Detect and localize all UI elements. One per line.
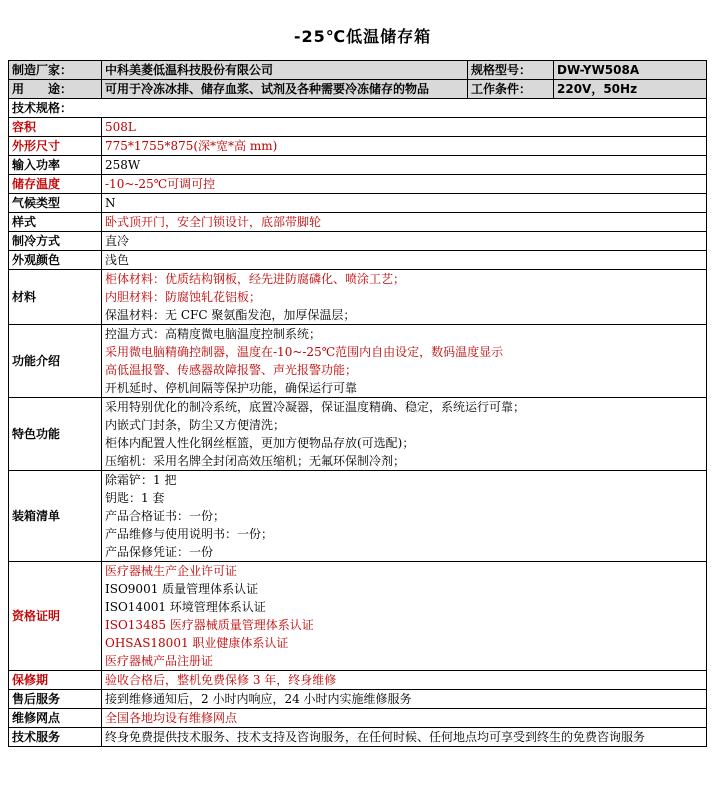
spec-row-value	[102, 709, 707, 728]
spec-value-line: 产品合格证书：一份；	[105, 509, 226, 523]
spec-value-line: 开机延时、停机间隔等保护功能，确保运行可靠	[105, 381, 358, 395]
spec-row-value	[102, 137, 707, 156]
spec-value-line: 508L	[105, 120, 136, 134]
spec-row-label: 特色功能	[9, 398, 102, 471]
spec-row-label: 外观颜色	[9, 251, 102, 270]
spec-value-line: 保温材料：无 CFC 聚氨酯发泡，加厚保温层；	[105, 308, 356, 322]
spec-row-value	[102, 232, 707, 251]
spec-row-value	[102, 251, 707, 270]
spec-value-line: 直冷	[105, 234, 130, 248]
spec-row-label: 技术服务	[9, 728, 102, 747]
maker-value: 中科美菱低温科技股份有限公司	[102, 61, 468, 80]
spec-row-label: 储存温度	[9, 175, 102, 194]
spec-value-line: 内胆材料：防腐蚀轧花铝板；	[105, 290, 262, 304]
spec-row	[9, 137, 707, 156]
header-row-maker	[9, 61, 707, 80]
document-title: -25℃低温储存箱	[293, 27, 432, 46]
spec-row-label: 材料	[9, 270, 102, 325]
spec-value-line: 医疗器械生产企业许可证	[105, 564, 238, 578]
use-value: 可用于冷冻冰排、储存血浆、试剂及各种需要冷冻储存的物品	[102, 80, 468, 99]
spec-row-value	[102, 270, 707, 325]
spec-value-line: 钥匙：1 套	[105, 491, 165, 505]
spec-value-line: 采用特别优化的制冷系统，底置冷凝器，保证温度精确、稳定，系统运行可靠；	[105, 400, 526, 414]
spec-row-value	[102, 156, 707, 175]
spec-row-value	[102, 671, 707, 690]
spec-value-line: 产品保修凭证：一份	[105, 545, 214, 559]
spec-table	[8, 60, 707, 747]
spec-row	[9, 325, 707, 398]
spec-value-line: OHSAS18001 职业健康体系认证	[105, 636, 289, 650]
spec-row-label: 装箱清单	[9, 471, 102, 562]
work-value: 220V，50Hz	[554, 80, 707, 99]
spec-row	[9, 213, 707, 232]
spec-row-value	[102, 562, 707, 671]
spec-value-line: ISO14001 环境管理体系认证	[105, 600, 266, 614]
spec-row	[9, 232, 707, 251]
spec-value-line: 柜体内配置人性化钢丝框篮，更加方便物品存放(可选配)；	[105, 436, 415, 450]
spec-row-value	[102, 118, 707, 137]
spec-row	[9, 728, 707, 747]
spec-row-label: 维修网点	[9, 709, 102, 728]
spec-row	[9, 175, 707, 194]
spec-row-label: 保修期	[9, 671, 102, 690]
spec-row-value	[102, 728, 707, 747]
spec-value-line: 高低温报警、传感器故障报警、声光报警功能；	[105, 363, 358, 377]
spec-value-line: 775*1755*875(深*宽*高 mm)	[105, 139, 278, 153]
spec-row-label: 制冷方式	[9, 232, 102, 251]
spec-row-label: 售后服务	[9, 690, 102, 709]
spec-heading-row	[9, 99, 707, 118]
spec-row-label: 容积	[9, 118, 102, 137]
header-row-use	[9, 80, 707, 99]
spec-value-line: 接到维修通知后，2 小时内响应，24 小时内实施维修服务	[105, 692, 412, 706]
spec-value-line: 终身免费提供技术服务、技术支持及咨询服务，在任何时候、任何地点均可享受到终生的免费咨询服务	[105, 730, 646, 744]
spec-heading: 技术规格：	[9, 99, 707, 118]
spec-row-label: 样式	[9, 213, 102, 232]
spec-value-line: 内嵌式门封条，防尘又方便清洗；	[105, 418, 286, 432]
spec-value-line: 浅色	[105, 253, 130, 267]
spec-value-line: -10~-25℃可调可控	[105, 177, 216, 191]
spec-row	[9, 251, 707, 270]
spec-value-line: 柜体材料：优质结构钢板，经先进防腐磷化、喷涂工艺；	[105, 272, 406, 286]
spec-row	[9, 270, 707, 325]
spec-row-label: 功能介绍	[9, 325, 102, 398]
spec-row	[9, 156, 707, 175]
work-label: 工作条件：	[468, 80, 554, 99]
spec-row-label: 输入功率	[9, 156, 102, 175]
use-label: 用 途：	[9, 80, 102, 99]
spec-row	[9, 690, 707, 709]
spec-row-value	[102, 213, 707, 232]
spec-row	[9, 562, 707, 671]
spec-value-line: ISO13485 医疗器械质量管理体系认证	[105, 618, 314, 632]
spec-value-line: 卧式顶开门，安全门锁设计，底部带脚轮	[105, 215, 322, 229]
spec-value-line: ISO9001 质量管理体系认证	[105, 582, 259, 596]
spec-row-value	[102, 325, 707, 398]
spec-row	[9, 709, 707, 728]
spec-value-line: 全国各地均设有维修网点	[105, 711, 238, 725]
model-value: DW-YW508A	[554, 61, 707, 80]
spec-row	[9, 194, 707, 213]
maker-label: 制造厂家：	[9, 61, 102, 80]
spec-row-value	[102, 175, 707, 194]
spec-row	[9, 471, 707, 562]
spec-row	[9, 398, 707, 471]
spec-value-line: 压缩机：采用名牌全封闭高效压缩机；无氟环保制冷剂；	[105, 454, 406, 468]
spec-row-label: 气候类型	[9, 194, 102, 213]
model-label: 规格型号：	[468, 61, 554, 80]
spec-value-line: N	[105, 196, 116, 210]
spec-value-line: 258W	[105, 158, 141, 172]
spec-row	[9, 118, 707, 137]
spec-value-line: 验收合格后，整机免费保修 3 年，终身维修	[105, 673, 337, 687]
spec-value-line: 采用微电脑精确控制器，温度在-10~-25℃范围内自由设定，数码温度显示	[105, 345, 504, 359]
spec-value-line: 医疗器械产品注册证	[105, 654, 214, 668]
spec-row	[9, 671, 707, 690]
spec-row-value	[102, 194, 707, 213]
spec-row-value	[102, 471, 707, 562]
spec-row-label: 外形尺寸	[9, 137, 102, 156]
spec-value-line: 控温方式：高精度微电脑温度控制系统；	[105, 327, 322, 341]
spec-row-value	[102, 398, 707, 471]
spec-value-line: 除霜铲：1 把	[105, 473, 177, 487]
spec-value-line: 产品维修与使用说明书：一份；	[105, 527, 274, 541]
spec-row-value	[102, 690, 707, 709]
spec-row-label: 资格证明	[9, 562, 102, 671]
